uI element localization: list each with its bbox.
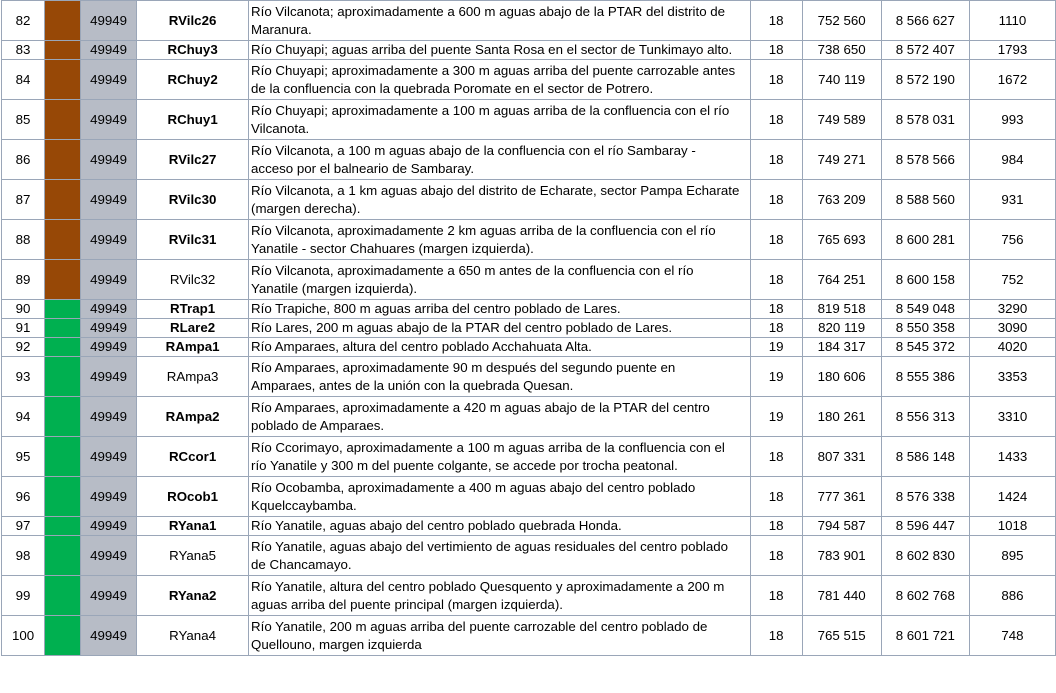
table-row bbox=[2, 220, 1056, 260]
basin-color-cell bbox=[45, 397, 81, 437]
easting-cell: 777 361 bbox=[802, 477, 881, 517]
easting-cell: 749 271 bbox=[802, 140, 881, 180]
northing-cell: 8 601 721 bbox=[881, 616, 969, 656]
description-line: Yanatile - sector Chahuares (margen izquierda). bbox=[251, 240, 534, 256]
basin-code-cell: 49949 bbox=[81, 338, 137, 357]
description-cell bbox=[249, 536, 751, 576]
basin-color-cell bbox=[45, 338, 81, 357]
northing-cell: 8 556 313 bbox=[881, 397, 969, 437]
basin-code-cell: 49949 bbox=[81, 180, 137, 220]
description-line: Vilcanota. bbox=[251, 120, 310, 136]
row-number-cell: 86 bbox=[2, 140, 45, 180]
table-row bbox=[2, 300, 1056, 319]
northing-cell: 8 602 830 bbox=[881, 536, 969, 576]
altitude-cell: 895 bbox=[969, 536, 1055, 576]
altitude-cell: 984 bbox=[969, 140, 1055, 180]
altitude-cell: 4020 bbox=[969, 338, 1055, 357]
table-row bbox=[2, 576, 1056, 616]
northing-cell: 8 545 372 bbox=[881, 338, 969, 357]
easting-cell: 765 515 bbox=[802, 616, 881, 656]
easting-cell: 763 209 bbox=[802, 180, 881, 220]
easting-cell: 794 587 bbox=[802, 517, 881, 536]
table-row bbox=[2, 260, 1056, 300]
altitude-cell: 1018 bbox=[969, 517, 1055, 536]
description-line: Río Yanatile, aguas abajo del centro poblado quebrada Honda. bbox=[251, 518, 622, 533]
basin-code-cell: 49949 bbox=[81, 220, 137, 260]
row-number-cell: 88 bbox=[2, 220, 45, 260]
northing-cell: 8 550 358 bbox=[881, 319, 969, 338]
utm-zone-cell: 19 bbox=[750, 338, 802, 357]
description-line: Yanatile (margen izquierda). bbox=[251, 280, 418, 296]
easting-cell: 184 317 bbox=[802, 338, 881, 357]
description-line: de la confluencia con la quebrada Poromate en el sector de Potrero. bbox=[251, 80, 654, 96]
table-row bbox=[2, 60, 1056, 100]
northing-cell: 8 576 338 bbox=[881, 477, 969, 517]
altitude-cell: 3090 bbox=[969, 319, 1055, 338]
description-cell bbox=[249, 220, 751, 260]
description-cell bbox=[249, 60, 751, 100]
description-line: Río Chuyapi; aproximadamente a 300 m aguas arriba del puente carrozable antes bbox=[251, 62, 736, 78]
altitude-cell: 3290 bbox=[969, 300, 1055, 319]
point-code-cell: RYana2 bbox=[137, 576, 249, 616]
description-line: Río Yanatile, 200 m aguas arriba del puente carrozable del centro poblado de bbox=[251, 618, 708, 634]
basin-code-cell: 49949 bbox=[81, 517, 137, 536]
description-line: Río Vilcanota, a 100 m aguas abajo de la confluencia con el río Sambaray - bbox=[251, 142, 696, 158]
utm-zone-cell: 18 bbox=[750, 319, 802, 338]
description-line: Río Trapiche, 800 m aguas arriba del centro poblado de Lares. bbox=[251, 301, 621, 316]
row-number-cell: 87 bbox=[2, 180, 45, 220]
point-code-cell: RLare2 bbox=[137, 319, 249, 338]
table-row bbox=[2, 437, 1056, 477]
northing-cell: 8 566 627 bbox=[881, 1, 969, 41]
basin-code-cell: 49949 bbox=[81, 41, 137, 60]
utm-zone-cell: 19 bbox=[750, 397, 802, 437]
point-code-cell: RYana4 bbox=[137, 616, 249, 656]
basin-color-cell bbox=[45, 140, 81, 180]
description-line: acceso por el balneario de Sambaray. bbox=[251, 160, 475, 176]
description-line: Río Vilcanota, aproximadamente 2 km aguas arriba de la confluencia con el río bbox=[251, 222, 716, 238]
northing-cell: 8 588 560 bbox=[881, 180, 969, 220]
basin-color-cell bbox=[45, 1, 81, 41]
row-number-cell: 99 bbox=[2, 576, 45, 616]
description-cell bbox=[249, 397, 751, 437]
description-line: Río Vilcanota, aproximadamente a 650 m antes de la confluencia con el río bbox=[251, 262, 694, 278]
easting-cell: 783 901 bbox=[802, 536, 881, 576]
utm-zone-cell: 19 bbox=[750, 357, 802, 397]
basin-code-cell: 49949 bbox=[81, 300, 137, 319]
basin-code-cell: 49949 bbox=[81, 100, 137, 140]
basin-color-cell bbox=[45, 100, 81, 140]
easting-cell: 752 560 bbox=[802, 1, 881, 41]
description-line: Río Ccorimayo, aproximadamente a 100 m aguas arriba de la confluencia con el bbox=[251, 439, 725, 455]
basin-code-cell: 49949 bbox=[81, 60, 137, 100]
description-cell bbox=[249, 319, 751, 338]
description-line: Río Amparaes, altura del centro poblado Acchahuata Alta. bbox=[251, 339, 592, 354]
basin-code-cell: 49949 bbox=[81, 536, 137, 576]
easting-cell: 781 440 bbox=[802, 576, 881, 616]
point-code-cell: RYana5 bbox=[137, 536, 249, 576]
table-row bbox=[2, 338, 1056, 357]
description-cell bbox=[249, 140, 751, 180]
row-number-cell: 100 bbox=[2, 616, 45, 656]
basin-color-cell bbox=[45, 220, 81, 260]
basin-color-cell bbox=[45, 437, 81, 477]
utm-zone-cell: 18 bbox=[750, 100, 802, 140]
description-cell bbox=[249, 300, 751, 319]
description-line: poblado de Amparaes. bbox=[251, 417, 385, 433]
northing-cell: 8 578 566 bbox=[881, 140, 969, 180]
utm-zone-cell: 18 bbox=[750, 220, 802, 260]
northing-cell: 8 572 407 bbox=[881, 41, 969, 60]
table-row bbox=[2, 616, 1056, 656]
point-code-cell: RYana1 bbox=[137, 517, 249, 536]
point-code-cell: RVilc32 bbox=[137, 260, 249, 300]
row-number-cell: 82 bbox=[2, 1, 45, 41]
basin-color-cell bbox=[45, 60, 81, 100]
description-cell bbox=[249, 477, 751, 517]
easting-cell: 740 119 bbox=[802, 60, 881, 100]
point-code-cell: RVilc31 bbox=[137, 220, 249, 260]
basin-code-cell: 49949 bbox=[81, 576, 137, 616]
description-cell bbox=[249, 180, 751, 220]
utm-zone-cell: 18 bbox=[750, 1, 802, 41]
utm-zone-cell: 18 bbox=[750, 576, 802, 616]
easting-cell: 820 119 bbox=[802, 319, 881, 338]
table-row bbox=[2, 180, 1056, 220]
description-line: Río Yanatile, aguas abajo del vertimiento de aguas residuales del centro poblado bbox=[251, 538, 729, 554]
point-code-cell: RChuy2 bbox=[137, 60, 249, 100]
altitude-cell: 3310 bbox=[969, 397, 1055, 437]
description-cell bbox=[249, 1, 751, 41]
row-number-cell: 90 bbox=[2, 300, 45, 319]
basin-code-cell: 49949 bbox=[81, 260, 137, 300]
row-number-cell: 89 bbox=[2, 260, 45, 300]
altitude-cell: 752 bbox=[969, 260, 1055, 300]
row-number-cell: 92 bbox=[2, 338, 45, 357]
description-line: (margen derecha). bbox=[251, 200, 361, 216]
utm-zone-cell: 18 bbox=[750, 140, 802, 180]
basin-code-cell: 49949 bbox=[81, 140, 137, 180]
row-number-cell: 97 bbox=[2, 517, 45, 536]
description-line: Amparaes, antes de la unión con la quebrada Quesan. bbox=[251, 377, 574, 393]
table-body bbox=[2, 1, 1056, 656]
point-code-cell: RVilc26 bbox=[137, 1, 249, 41]
description-cell bbox=[249, 616, 751, 656]
row-number-cell: 85 bbox=[2, 100, 45, 140]
basin-color-cell bbox=[45, 576, 81, 616]
point-code-cell: RAmpa1 bbox=[137, 338, 249, 357]
utm-zone-cell: 18 bbox=[750, 437, 802, 477]
table-row bbox=[2, 477, 1056, 517]
northing-cell: 8 555 386 bbox=[881, 357, 969, 397]
point-code-cell: RTrap1 bbox=[137, 300, 249, 319]
description-line: Río Vilcanota, a 1 km aguas abajo del distrito de Echarate, sector Pampa Echarate bbox=[251, 182, 740, 198]
altitude-cell: 1424 bbox=[969, 477, 1055, 517]
description-line: Río Yanatile, altura del centro poblado Quesquento y aproximadamente a 200 m bbox=[251, 578, 725, 594]
utm-zone-cell: 18 bbox=[750, 536, 802, 576]
description-cell bbox=[249, 338, 751, 357]
description-line: Río Amparaes, aproximadamente 90 m después del segundo puente en bbox=[251, 359, 676, 375]
row-number-cell: 84 bbox=[2, 60, 45, 100]
utm-zone-cell: 18 bbox=[750, 477, 802, 517]
easting-cell: 764 251 bbox=[802, 260, 881, 300]
row-number-cell: 98 bbox=[2, 536, 45, 576]
basin-code-cell: 49949 bbox=[81, 616, 137, 656]
basin-code-cell: 49949 bbox=[81, 1, 137, 41]
northing-cell: 8 596 447 bbox=[881, 517, 969, 536]
altitude-cell: 1433 bbox=[969, 437, 1055, 477]
description-line: Río Chuyapi; aguas arriba del puente Santa Rosa en el sector de Tunkimayo alto. bbox=[251, 42, 733, 57]
basin-color-cell bbox=[45, 319, 81, 338]
easting-cell: 819 518 bbox=[802, 300, 881, 319]
table-row bbox=[2, 41, 1056, 60]
northing-cell: 8 600 158 bbox=[881, 260, 969, 300]
table-row bbox=[2, 517, 1056, 536]
table-row bbox=[2, 536, 1056, 576]
basin-color-cell bbox=[45, 357, 81, 397]
basin-code-cell: 49949 bbox=[81, 397, 137, 437]
description-line: Río Lares, 200 m aguas abajo de la PTAR del centro poblado de Lares. bbox=[251, 320, 673, 335]
description-cell bbox=[249, 357, 751, 397]
basin-color-cell bbox=[45, 41, 81, 60]
description-line: Río Vilcanota; aproximadamente a 600 m aguas abajo de la PTAR del distrito de bbox=[251, 3, 726, 19]
basin-color-cell bbox=[45, 300, 81, 319]
basin-code-cell: 49949 bbox=[81, 437, 137, 477]
altitude-cell: 1110 bbox=[969, 1, 1055, 41]
description-line: aguas arriba del puente principal (margen izquierda). bbox=[251, 596, 563, 612]
altitude-cell: 748 bbox=[969, 616, 1055, 656]
altitude-cell: 1672 bbox=[969, 60, 1055, 100]
easting-cell: 807 331 bbox=[802, 437, 881, 477]
basin-color-cell bbox=[45, 536, 81, 576]
point-code-cell: ROcob1 bbox=[137, 477, 249, 517]
description-cell bbox=[249, 100, 751, 140]
description-line: Maranura. bbox=[251, 21, 312, 37]
point-code-cell: RChuy3 bbox=[137, 41, 249, 60]
northing-cell: 8 572 190 bbox=[881, 60, 969, 100]
utm-zone-cell: 18 bbox=[750, 517, 802, 536]
basin-color-cell bbox=[45, 260, 81, 300]
description-line: Río Ocobamba, aproximadamente a 400 m aguas abajo del centro poblado bbox=[251, 479, 696, 495]
monitoring-points-table bbox=[1, 0, 1056, 656]
easting-cell: 180 261 bbox=[802, 397, 881, 437]
description-line: Río Amparaes, aproximadamente a 420 m aguas abajo de la PTAR del centro bbox=[251, 399, 710, 415]
utm-zone-cell: 18 bbox=[750, 260, 802, 300]
altitude-cell: 993 bbox=[969, 100, 1055, 140]
point-code-cell: RVilc27 bbox=[137, 140, 249, 180]
description-line: Quellouno, margen izquierda bbox=[251, 636, 422, 652]
basin-code-cell: 49949 bbox=[81, 477, 137, 517]
utm-zone-cell: 18 bbox=[750, 180, 802, 220]
description-cell bbox=[249, 260, 751, 300]
description-cell bbox=[249, 517, 751, 536]
description-line: Kquelccaybamba. bbox=[251, 497, 357, 513]
description-cell bbox=[249, 437, 751, 477]
row-number-cell: 95 bbox=[2, 437, 45, 477]
table-row bbox=[2, 397, 1056, 437]
utm-zone-cell: 18 bbox=[750, 300, 802, 319]
altitude-cell: 931 bbox=[969, 180, 1055, 220]
basin-code-cell: 49949 bbox=[81, 319, 137, 338]
easting-cell: 765 693 bbox=[802, 220, 881, 260]
basin-color-cell bbox=[45, 616, 81, 656]
northing-cell: 8 549 048 bbox=[881, 300, 969, 319]
table-row bbox=[2, 357, 1056, 397]
altitude-cell: 3353 bbox=[969, 357, 1055, 397]
row-number-cell: 93 bbox=[2, 357, 45, 397]
point-code-cell: RCcor1 bbox=[137, 437, 249, 477]
row-number-cell: 91 bbox=[2, 319, 45, 338]
basin-color-cell bbox=[45, 517, 81, 536]
northing-cell: 8 578 031 bbox=[881, 100, 969, 140]
utm-zone-cell: 18 bbox=[750, 41, 802, 60]
utm-zone-cell: 18 bbox=[750, 60, 802, 100]
basin-code-cell: 49949 bbox=[81, 357, 137, 397]
easting-cell: 180 606 bbox=[802, 357, 881, 397]
description-line: Río Chuyapi; aproximadamente a 100 m aguas arriba de la confluencia con el río bbox=[251, 102, 730, 118]
description-line: río Yanatile y 300 m del puente colgante, se accede por trocha peatonal. bbox=[251, 457, 678, 473]
row-number-cell: 83 bbox=[2, 41, 45, 60]
point-code-cell: RChuy1 bbox=[137, 100, 249, 140]
row-number-cell: 94 bbox=[2, 397, 45, 437]
table-row bbox=[2, 319, 1056, 338]
row-number-cell: 96 bbox=[2, 477, 45, 517]
northing-cell: 8 586 148 bbox=[881, 437, 969, 477]
description-line: de Chancamayo. bbox=[251, 556, 352, 572]
point-code-cell: RAmpa3 bbox=[137, 357, 249, 397]
easting-cell: 749 589 bbox=[802, 100, 881, 140]
northing-cell: 8 600 281 bbox=[881, 220, 969, 260]
altitude-cell: 886 bbox=[969, 576, 1055, 616]
point-code-cell: RVilc30 bbox=[137, 180, 249, 220]
basin-color-cell bbox=[45, 180, 81, 220]
easting-cell: 738 650 bbox=[802, 41, 881, 60]
description-cell bbox=[249, 576, 751, 616]
description-cell bbox=[249, 41, 751, 60]
altitude-cell: 756 bbox=[969, 220, 1055, 260]
table-row bbox=[2, 1, 1056, 41]
table-row bbox=[2, 140, 1056, 180]
basin-color-cell bbox=[45, 477, 81, 517]
table-row bbox=[2, 100, 1056, 140]
utm-zone-cell: 18 bbox=[750, 616, 802, 656]
point-code-cell: RAmpa2 bbox=[137, 397, 249, 437]
altitude-cell: 1793 bbox=[969, 41, 1055, 60]
northing-cell: 8 602 768 bbox=[881, 576, 969, 616]
